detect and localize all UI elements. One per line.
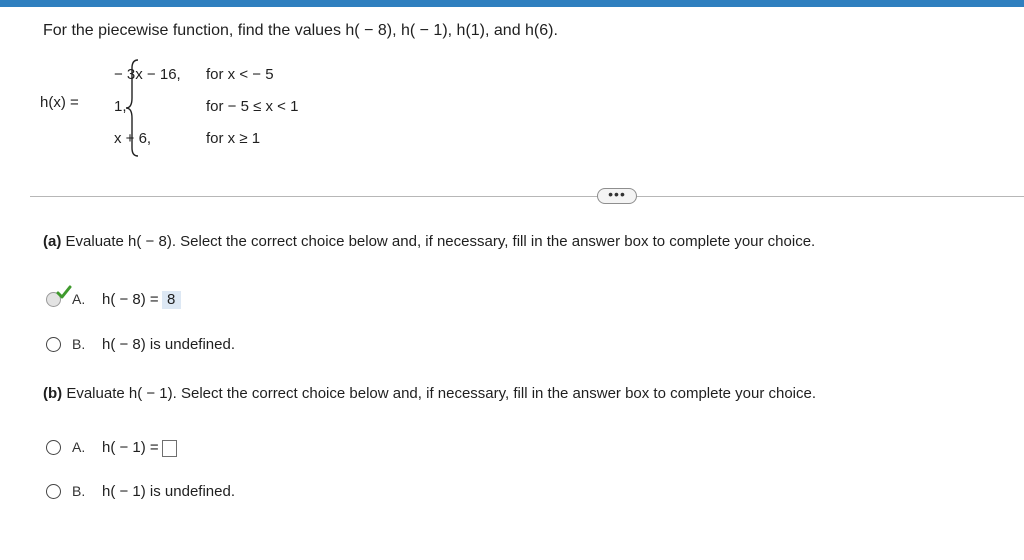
case-1-condition: for x < − 5 [206, 66, 274, 83]
part-a-prompt-text: Evaluate h( − 8). Select the correct choice below and, if necessary, fill in the answer box to complete your choice. [65, 233, 816, 250]
part-b-choice-a-text [102, 439, 177, 457]
expand-more-button[interactable]: ••• [597, 188, 637, 204]
part-b-choice-a-label: h( − 1) = [102, 439, 159, 456]
part-b-choice-b-text: h( − 1) is undefined. [102, 483, 236, 500]
top-accent-bar [0, 0, 1024, 7]
question-text: For the piecewise function, find the values h( − 8), h( − 1), h(1), and h(6). [43, 22, 558, 39]
case-2-expression: 1, [114, 98, 127, 115]
piecewise-function [40, 58, 400, 158]
part-a-choice-b-text: h( − 8) is undefined. [102, 336, 236, 353]
case-3-condition: for x ≥ 1 [206, 130, 261, 147]
part-b-choice-b[interactable] [46, 481, 446, 505]
part-b-choice-b-radio[interactable] [46, 484, 61, 499]
section-divider [30, 196, 1024, 197]
part-b-choice-b-letter: B. [72, 483, 86, 499]
correct-check-icon [56, 285, 72, 299]
part-b-answer-box[interactable] [162, 440, 177, 457]
part-a-choice-b-letter: B. [72, 336, 86, 352]
part-b-choice-a[interactable] [46, 437, 446, 461]
part-b-prompt [43, 385, 816, 402]
case-2-condition: for − 5 ≤ x < 1 [206, 98, 299, 115]
part-a-label: (a) [43, 233, 62, 250]
part-b-prompt-text: Evaluate h( − 1). Select the correct choice below and, if necessary, fill in the answer box to complete your choice. [66, 385, 817, 402]
part-a-prompt [43, 233, 815, 250]
part-b-choice-a-radio[interactable] [46, 440, 61, 455]
part-a-answer-box[interactable]: 8 [162, 291, 181, 309]
case-3-expression: x + 6, [114, 130, 152, 147]
part-b-label: (b) [43, 385, 63, 402]
case-1-expression: − 3x − 16, [114, 66, 181, 83]
part-a-choice-a[interactable] [46, 289, 446, 313]
function-name: h(x) = [40, 94, 79, 111]
part-a-choice-b-radio[interactable] [46, 337, 61, 352]
part-b-choice-a-letter: A. [72, 439, 86, 455]
part-a-choice-a-text [102, 291, 181, 309]
part-a-choice-a-letter: A. [72, 291, 86, 307]
part-a-choice-a-label: h( − 8) = [102, 291, 159, 308]
part-a-choice-b[interactable] [46, 334, 446, 358]
